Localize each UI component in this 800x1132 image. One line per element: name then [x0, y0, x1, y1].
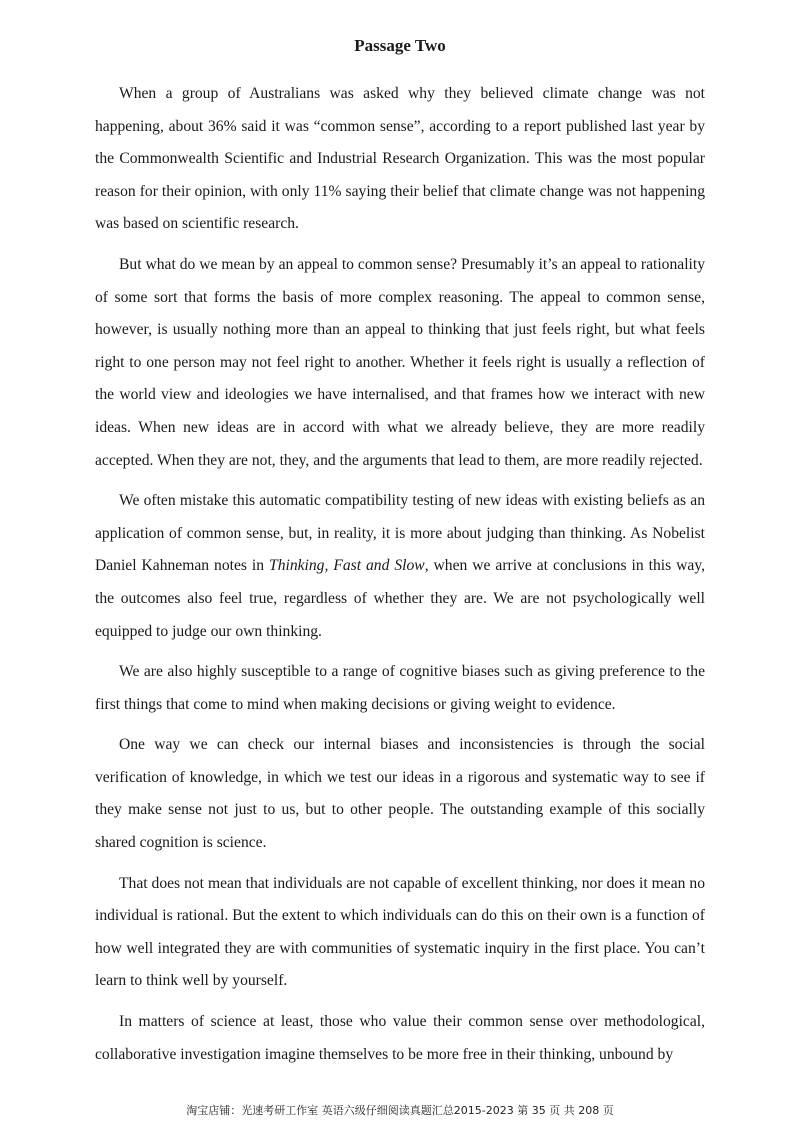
- paragraph-4: [95, 656, 705, 721]
- paragraph-text: We often mistake this automatic compatibility testing of new ideas with existing beliefs as an application of common sense, but, in reality, it is more about judging than thinking. As Nobelist Daniel Kahneman notes in: [95, 492, 705, 575]
- passage-body: [95, 78, 705, 1079]
- paragraph-7: [95, 1006, 705, 1071]
- paragraph-text: We are also highly susceptible to a range of cognitive biases such as giving preference to the first things that come to mind when making decisions or giving weight to evidence.: [95, 663, 705, 713]
- paragraph-text: One way we can check our internal biases and inconsistencies is through the social verification of knowledge, in which we test our ideas in a rigorous and systematic way to see if they make sense not just to us, but to other people. The outstanding example of this socially shared cognition is science.: [95, 736, 705, 852]
- book-title: Thinking, Fast and Slow: [269, 557, 425, 575]
- paragraph-1: [95, 78, 705, 241]
- paragraph-2: [95, 249, 705, 477]
- paragraph-5: [95, 729, 705, 859]
- paragraph-text: But what do we mean by an appeal to common sense? Presumably it’s an appeal to rationality of some sort that forms the basis of more complex reasoning. The appeal to common sense, however, is usually nothing more than an appeal to thinking that just feels right, but what feels right to one person may not feel right to another. Whether it feels right is usually a reflection of the world view and ideologies we have internalised, and that frames how we interact with new ideas. When new ideas are in accord with what we already believe, they are more readily accepted. When they are not, they, and the arguments that lead to them, are more readily rejected.: [95, 255, 705, 469]
- paragraph-6: [95, 868, 705, 998]
- paragraph-text: In matters of science at least, those who value their common sense over methodological, collaborative investigation imagine themselves to be more free in their thinking, unbound by: [95, 1013, 705, 1063]
- page-footer: 淘宝店铺：光速考研工作室 英语六级仔细阅读真题汇总2015-2023 第 35 页 共 208 页: [186, 1104, 614, 1117]
- paragraph-text: That does not mean that individuals are not capable of excellent thinking, nor does it mean no individual is rational. But the extent to which individuals can do this on their own is a function of how well integrated they are with communities of systematic inquiry in the first place. You can’t learn to think well by yourself.: [95, 874, 705, 990]
- paragraph-text: , when we arrive at conclusions in this way, the outcomes also feel true, regardless of whether they are. We are not psychologically well equipped to judge our own thinking.: [95, 557, 706, 640]
- passage-title: Passage Two: [354, 36, 446, 55]
- paragraph-3: [95, 485, 705, 648]
- paragraph-text: When a group of Australians was asked why they believed climate change was not happening, about 36% said it was “common sense”, according to a report published last year by the Commonwealth Scientific and Industrial Research Organization. This was the most popular reason for their opinion, with only 11% saying their belief that climate change was not happening was based on scientific research.: [95, 85, 705, 233]
